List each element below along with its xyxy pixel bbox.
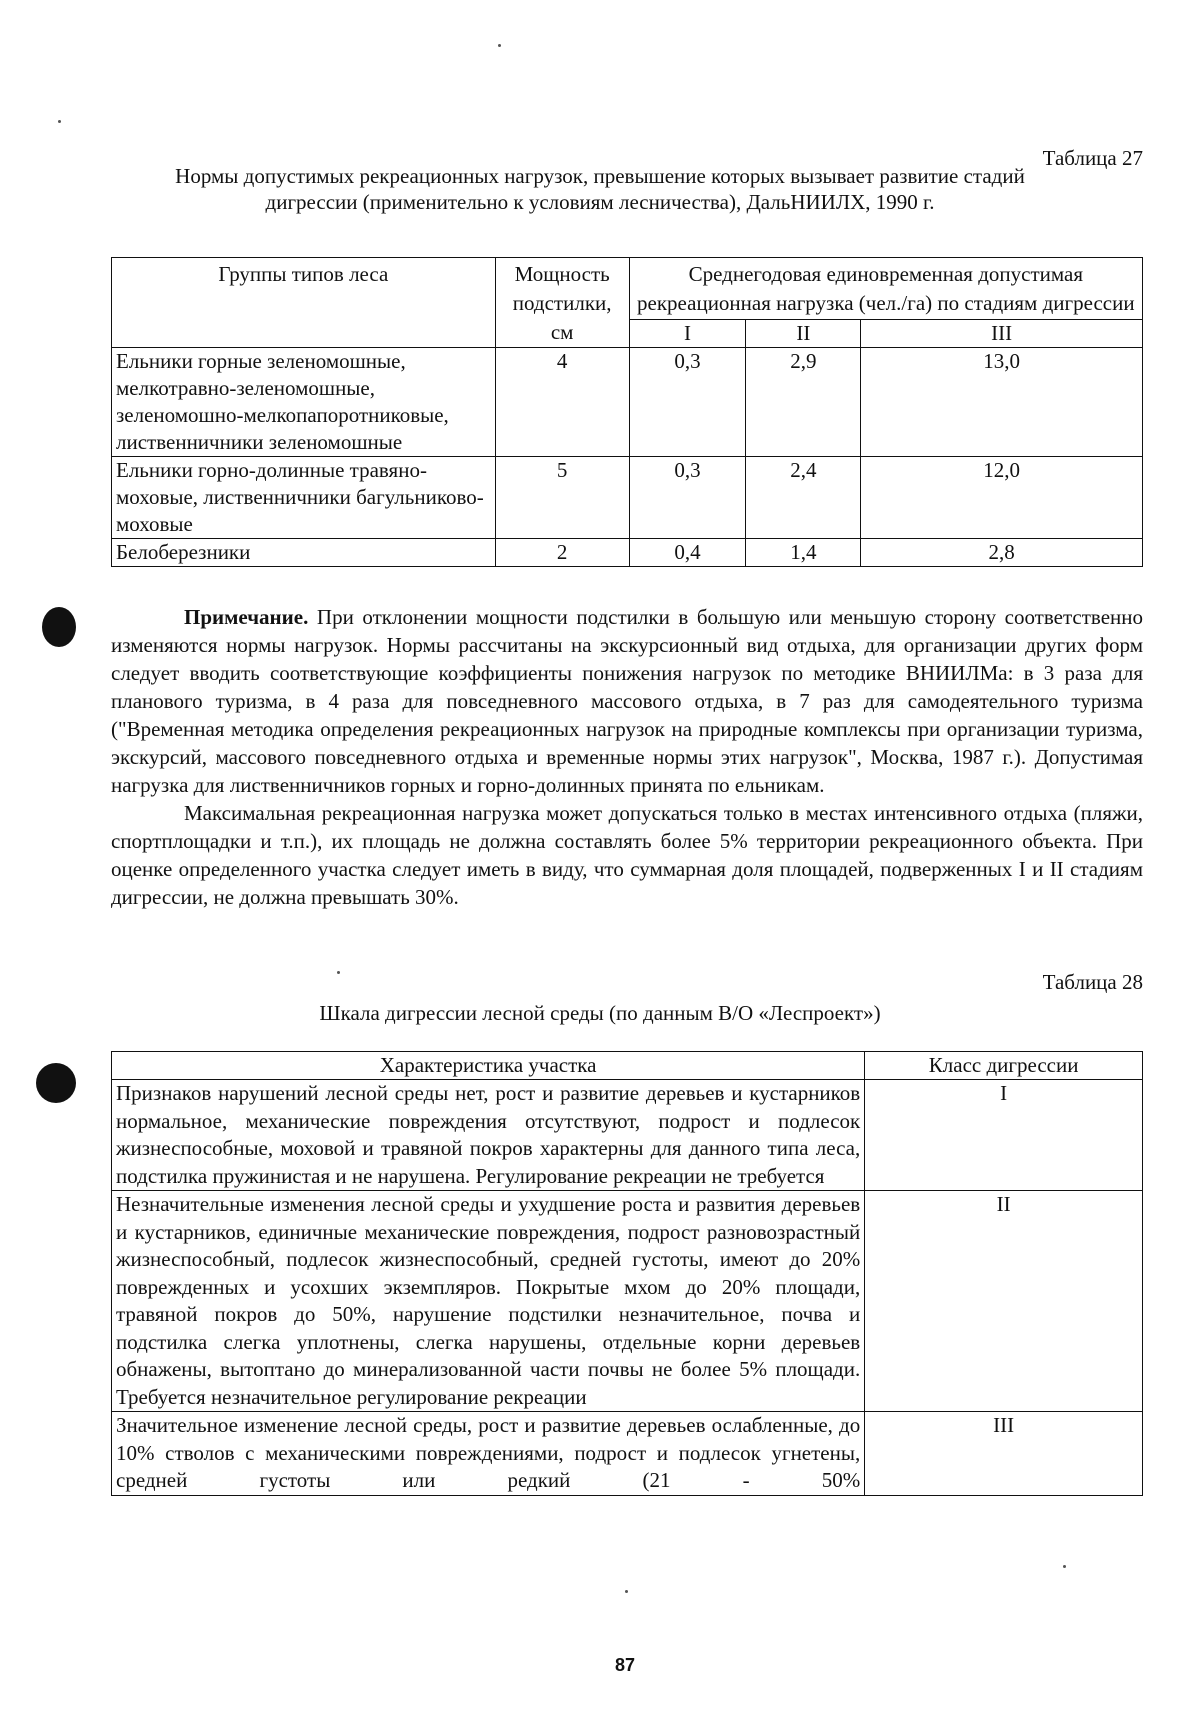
table28 <box>111 1051 1143 1496</box>
notes-section <box>111 603 1143 911</box>
table28-label: Таблица 28 <box>1042 970 1143 994</box>
table27-caption-line1: Нормы допустимых рекреационных нагрузок, превышение которых вызывает развитие стадий <box>175 164 1025 188</box>
note-paragraph <box>111 603 1143 799</box>
table27 <box>111 257 1143 567</box>
table27-header-stage-1: I <box>629 319 746 347</box>
table28-header-class: Класс дигрессии <box>865 1052 1143 1080</box>
table27-cell-thickness: 5 <box>495 457 629 539</box>
table-row <box>112 539 1143 567</box>
table27-header-stage-2: II <box>746 319 861 347</box>
table27-cell-stage-3: 12,0 <box>861 457 1143 539</box>
table27-cell-stage-3: 13,0 <box>861 348 1143 457</box>
table28-cell-characteristic: Незначительные изменения лесной среды и ухудшение роста и развития деревьев и кустарников, единичные механические повреждения, подрост разновозрастный жизнеспособный, подлесок жизнеспособный, средней густоты, имеют до 20% поврежденных и усохших экземпляров. Покрытые мхом до 20% площади, травяной покров до 50%, нарушение подстилки незначительное, почва и подстилка слегка уплотнены, слегка нарушены, отдельные корни деревьев обнажены, вытоптано до минерализованной части почвы не более 5% площади. Требуется незначительное регулирование рекреации <box>112 1191 865 1412</box>
table-row <box>112 1412 1143 1496</box>
table27-cell-group: Ельники горно-долинные травяно-моховые, лиственничники багульниково-моховые <box>112 457 496 539</box>
table28-cell-characteristic: Значительное изменение лесной среды, рост и развитие деревьев ослабленные, до 10% стволов с механическими повреждениями, подрост и подлесок угнетены, средней густоты или редкий (21 - 50% <box>112 1412 865 1496</box>
table27-cell-stage-1: 0,3 <box>629 348 746 457</box>
table27-cell-stage-1: 0,3 <box>629 457 746 539</box>
note-label: Примечание. <box>184 605 309 629</box>
table27-label: Таблица 27 <box>1042 146 1143 170</box>
table27-cell-group: Ельники горные зеленомошные, мелкотравно-зеленомошные, зеленомошно-мелкопапоротниковые, лиственничники зеленомошные <box>112 348 496 457</box>
table27-header-load: Среднегодовая единовременная допустимая рекреационная нагрузка (чел./га) по стадиям дигрессии <box>629 258 1142 320</box>
punch-hole <box>42 607 76 647</box>
table28-caption: Шкала дигрессии лесной среды (по данным В/О «Леспроект») <box>319 1001 881 1025</box>
table-row <box>112 1191 1143 1412</box>
table27-header-stage-3: III <box>861 319 1143 347</box>
scan-speck <box>1063 1565 1066 1568</box>
table27-cell-stage-3: 2,8 <box>861 539 1143 567</box>
scan-speck <box>625 1590 628 1593</box>
table-row <box>112 348 1143 457</box>
table27-caption <box>100 163 1100 215</box>
table28-cell-class: III <box>865 1412 1143 1496</box>
table28-cell-characteristic: Признаков нарушений лесной среды нет, рост и развитие деревьев и кустарников нормальное, механические повреждения отсутствуют, подрост и подлесок жизнеспособные, моховой и травяной покров характерны для данного типа леса, подстилка пружинистая и не нарушена. Регулирование рекреации не требуется <box>112 1080 865 1191</box>
note-text: При отклонении мощности подстилки в большую или меньшую сторону соответственно изменяются нормы нагрузок. Нормы рассчитаны на экскурсионный вид отдыха, для организации других форм следует вводить соответствующие коэффициенты понижения нагрузок по методике ВНИИЛМа: в 3 раза для планового туризма, в 4 раза для повседневного массового отдыха, в 7 раз для самодеятельного туризма ("Временная методика определения рекреационных нагрузок на природные комплексы при организации туризма, экскурсий, массового повседневного отдыха и временные нормы этих нагрузок", Москва, 1987 г.). Допустимая нагрузка для лиственничников горных и горно-долинных принята по ельникам. <box>111 605 1143 797</box>
scan-speck <box>498 44 501 47</box>
table27-cell-stage-2: 2,4 <box>746 457 861 539</box>
scan-speck <box>58 120 61 123</box>
table27-cell-stage-2: 1,4 <box>746 539 861 567</box>
table27-cell-stage-1: 0,4 <box>629 539 746 567</box>
table27-caption-line2: дигрессии (применительно к условиям лесничества), ДальНИИЛХ, 1990 г. <box>265 190 935 214</box>
table27-header-thickness: Мощность подстилки, см <box>495 258 629 348</box>
table28-header-characteristic: Характеристика участка <box>112 1052 865 1080</box>
table-row <box>112 1080 1143 1191</box>
table28-cell-class: II <box>865 1191 1143 1412</box>
table-row <box>112 457 1143 539</box>
table27-cell-thickness: 2 <box>495 539 629 567</box>
table28-cell-class: I <box>865 1080 1143 1191</box>
scan-speck <box>337 971 340 974</box>
punch-hole <box>36 1063 76 1103</box>
page-number: 87 <box>614 1655 636 1675</box>
table27-cell-thickness: 4 <box>495 348 629 457</box>
table27-header-group: Группы типов леса <box>112 258 496 348</box>
table27-cell-group: Белоберезники <box>112 539 496 567</box>
paragraph-max-load: Максимальная рекреационная нагрузка может допускаться только в местах интенсивного отдыха (пляжи, спортплощадки и т.п.), их площадь не должна составлять более 5% территории рекреационного объекта. При оценке определенного участка следует иметь в виду, что суммарная доля площадей, подверженных I и II стадиям дигрессии, не должна превышать 30%. <box>111 801 1143 909</box>
table27-cell-stage-2: 2,9 <box>746 348 861 457</box>
